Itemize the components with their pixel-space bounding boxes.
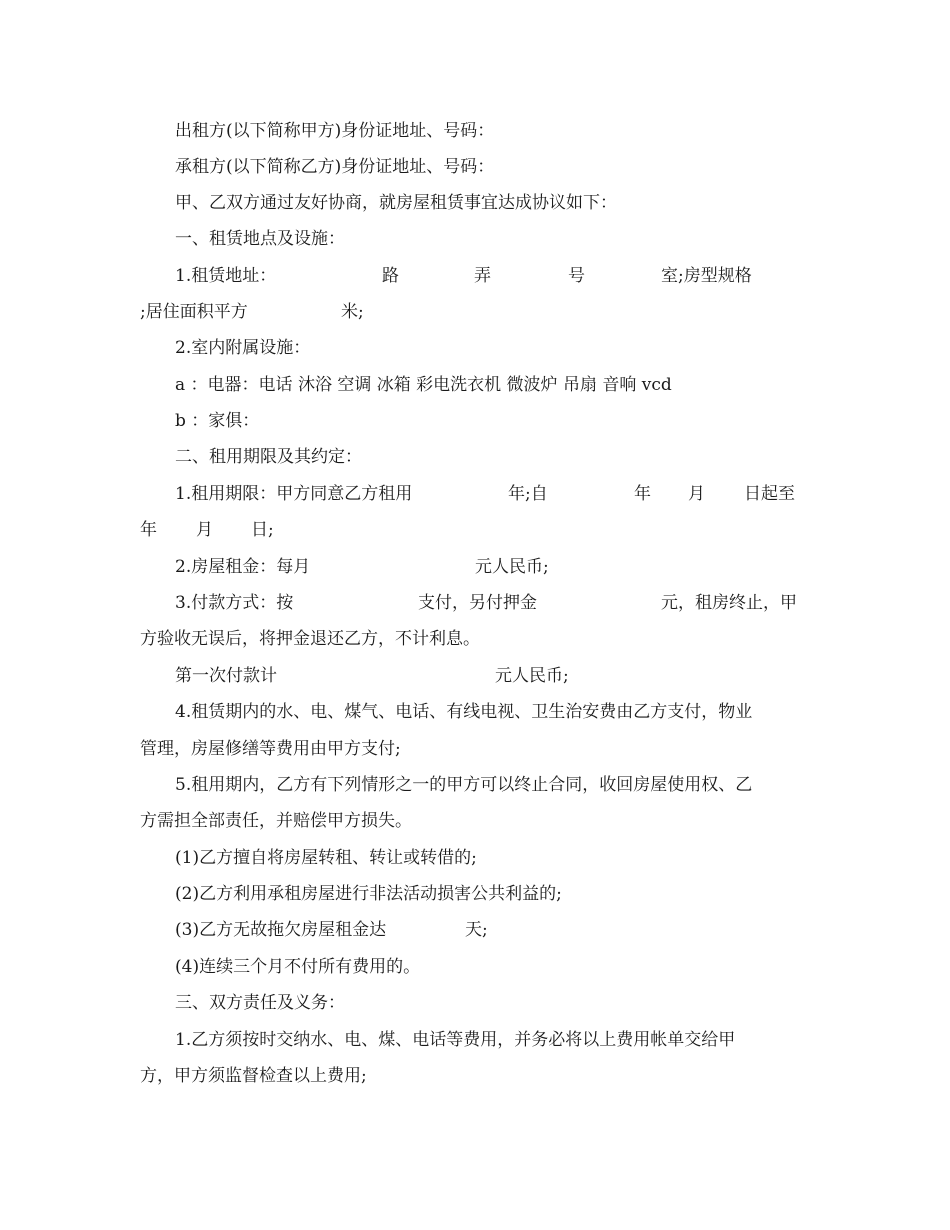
section-heading-3-text: 三、双方责任及义务： (175, 993, 345, 1013)
end-year-label: 年 (140, 520, 157, 540)
payment-method-label: 3.付款方式：按 (175, 593, 294, 613)
rental-address-label: 1.租赁地址： (175, 266, 277, 286)
payment-method-line (140, 585, 820, 621)
agreement-intro-text: 甲、乙双方通过友好协商，就房屋租赁事宜达成协议如下： (175, 193, 617, 213)
section-heading-2 (175, 439, 855, 475)
property-fees-text: 管理，房屋修缮等费用由甲方支付; (140, 739, 401, 759)
lessee-id-text: 承租方(以下简称乙方)身份证地址、号码： (175, 157, 495, 177)
living-area-label: ;居住面积平方 (140, 302, 248, 322)
lessor-id-text: 出租方(以下简称甲方)身份证地址、号码： (175, 121, 495, 141)
first-payment-currency-label: 元人民币; (495, 666, 569, 686)
appliances-text: a ：电器：电话 沐浴 空调 冰箱 彩电洗衣机 微波炉 吊扇 音响 vcd (175, 375, 672, 395)
deposit-label: 支付，另付押金 (418, 593, 537, 613)
end-month-label: 月 (196, 520, 213, 540)
deposit-terms-label: 元，租房终止，甲 (661, 593, 797, 613)
liability-text: 方需担全部责任，并赔偿甲方损失。 (140, 811, 412, 831)
clause-3-line (140, 912, 820, 948)
utilities-line (175, 694, 855, 730)
section-heading-1 (175, 221, 855, 257)
liability-line (140, 803, 820, 839)
end-day-label: 日; (251, 520, 274, 540)
start-month-label: 月 (688, 484, 705, 504)
clause-1-text: (1)乙方擅自将房屋转租、转让或转借的; (175, 848, 477, 868)
meter-label: 米; (341, 302, 364, 322)
appliances-line (175, 367, 855, 403)
lane-label: 弄 (474, 266, 491, 286)
utilities-text: 4.租赁期内的水、电、煤气、电话、有线电视、卫生治安费由乙方支付，物业 (175, 702, 753, 722)
clause-4-text: (4)连续三个月不付所有费用的。 (175, 957, 421, 977)
first-payment-line (140, 658, 820, 694)
living-area-line (140, 294, 820, 330)
agreement-intro-line (175, 185, 855, 221)
years-from-label: 年;自 (508, 484, 548, 504)
deposit-return-line (140, 621, 820, 657)
lease-term-line (140, 476, 820, 512)
lease-end-line (140, 512, 820, 548)
clause-3-text: (3)乙方无故拖欠房屋租金达 (175, 920, 387, 940)
rent-line (140, 549, 820, 585)
clause-1-line (175, 840, 855, 876)
termination-text: 5.租用期内，乙方有下列情形之一的甲方可以终止合同，收回房屋使用权、乙 (175, 775, 753, 795)
facilities-text: 2.室内附属设施： (175, 338, 311, 358)
first-payment-label: 第一次付款计 (175, 666, 277, 686)
lease-term-label: 1.租用期限：甲方同意乙方租用 (175, 484, 413, 504)
furniture-line (175, 403, 855, 439)
fees-obligation-text: 1.乙方须按时交纳水、电、煤、电话等费用，并务必将以上费用帐单交给甲 (175, 1030, 736, 1050)
deposit-return-text: 方验收无误后，将押金退还乙方，不计利息。 (140, 629, 480, 649)
clause-3-days-label: 天; (465, 920, 488, 940)
rental-address-line (140, 258, 820, 294)
start-year-label: 年 (634, 484, 651, 504)
fees-obligation-line (175, 1022, 855, 1058)
rent-currency-label: 元人民币; (475, 557, 549, 577)
road-label: 路 (382, 266, 399, 286)
supervision-text: 方，甲方须监督检查以上费用; (140, 1066, 367, 1086)
lessor-id-line (175, 113, 855, 149)
rent-label: 2.房屋租金：每月 (175, 557, 311, 577)
clause-2-line (175, 876, 855, 912)
section-heading-3 (175, 985, 855, 1021)
number-label: 号 (568, 266, 585, 286)
facilities-line (175, 330, 855, 366)
section-heading-1-text: 一、租赁地点及设施： (175, 229, 345, 249)
start-day-label: 日起至 (744, 484, 795, 504)
clause-2-text: (2)乙方利用承租房屋进行非法活动损害公共利益的; (175, 884, 562, 904)
termination-line (175, 767, 855, 803)
lessee-id-line (175, 149, 855, 185)
clause-4-line (175, 949, 855, 985)
section-heading-2-text: 二、租用期限及其约定： (175, 447, 362, 467)
supervision-line (140, 1058, 820, 1094)
property-fees-line (140, 731, 820, 767)
furniture-text: b ：家俱： (175, 411, 260, 431)
room-label: 室;房型规格 (661, 266, 752, 286)
